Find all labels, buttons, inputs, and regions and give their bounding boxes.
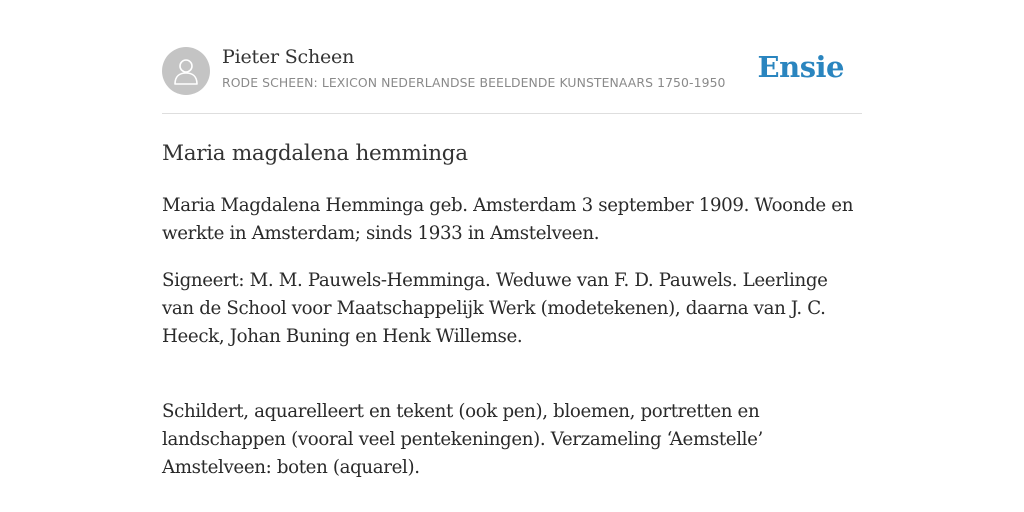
avatar[interactable] — [162, 47, 210, 95]
paragraph: Maria Magdalena Hemminga geb. Amsterdam 3 september 1909. Woonde en werkte in Amsterdam; sinds 1933 in Amstelveen. — [162, 195, 854, 244]
paragraph: Signeert: M. M. Pauwels-Hemminga. Weduwe van F. D. Pauwels. Leerlinge van de School voor Maatschappelijk Werk (modetekenen), daarna van J. C. Heeck, Johan Buning en Henk Willemse. — [162, 270, 828, 347]
article-body — [162, 192, 862, 482]
paragraph: Schildert, aquarelleert en tekent (ook pen), bloemen, portretten en landschappen (vooral veel pentekeningen). Verzameling ‘Aemstelle’ Amstelveen: boten (aquarel). — [162, 401, 763, 478]
article-header — [162, 40, 862, 114]
page-title: Maria magdalena hemminga — [162, 141, 468, 166]
paragraph-spacer — [162, 370, 862, 398]
user-icon — [173, 57, 199, 85]
brand-logo[interactable]: Ensie — [757, 50, 844, 84]
author-name[interactable]: Pieter Scheen — [222, 46, 355, 68]
source-label[interactable]: RODE SCHEEN: LEXICON NEDERLANDSE BEELDENDE KUNSTENAARS 1750-1950 — [222, 75, 726, 90]
article-card — [162, 40, 862, 501]
